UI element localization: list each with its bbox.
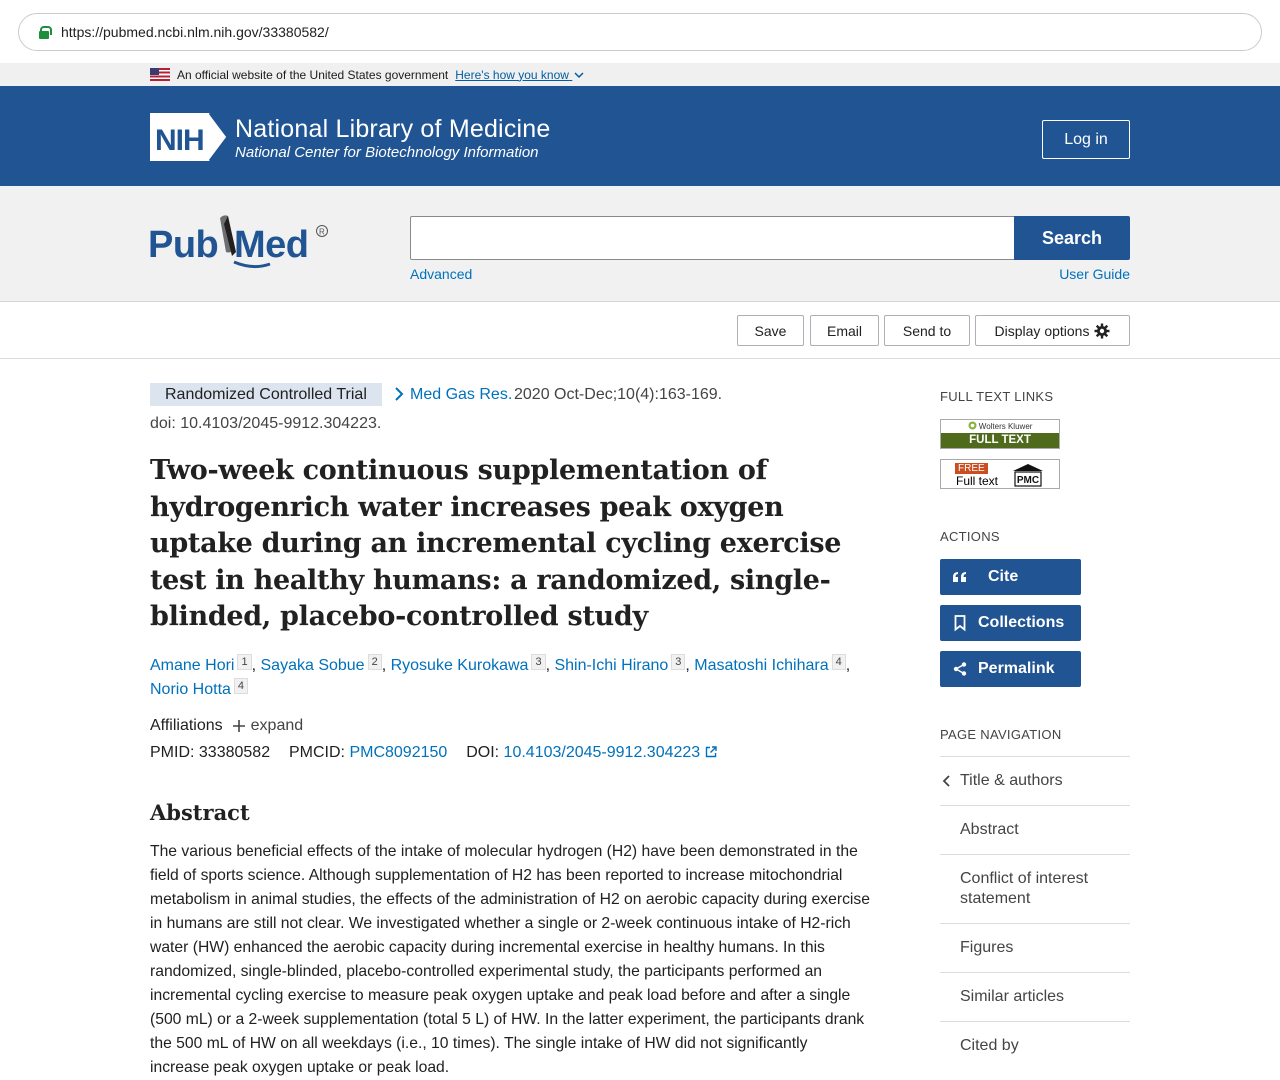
lock-icon	[39, 26, 49, 39]
user-guide-link[interactable]: User Guide	[1059, 266, 1130, 282]
search-section	[0, 186, 1280, 302]
affiliation-number[interactable]: 3	[531, 654, 545, 670]
quote-icon	[952, 569, 968, 585]
display-options-label: Display options	[994, 322, 1090, 339]
plus-icon	[233, 720, 245, 732]
nlm-title[interactable]: National Library of Medicine	[235, 115, 551, 143]
affiliation-number[interactable]: 4	[234, 678, 248, 694]
author-link[interactable]: Sayaka Sobue	[260, 657, 365, 674]
svg-text:PMC: PMC	[1016, 475, 1040, 486]
doi-link[interactable]: 10.4103/2045-9912.304223	[503, 744, 701, 761]
article-toolbar	[0, 303, 1280, 359]
gear-icon	[1094, 323, 1110, 339]
affiliations-label: Affiliations	[150, 717, 223, 734]
nav-figures[interactable]: Figures	[940, 923, 1130, 972]
wolters-kluwer-full-text-link[interactable]	[940, 419, 1060, 449]
authors-list: Amane Hori $^1$ , Sayaka Sobue $^2$ , Ryosuke Kurokawa $^3$ , Shin-Ichi Hirano $^3$ , Masatoshi Ichihara $^4$ , Norio Hotta $^4$	[150, 656, 851, 698]
permalink-label: Permalink	[978, 660, 1055, 677]
cite-button[interactable]	[940, 559, 1081, 595]
svg-text:Med: Med	[234, 224, 309, 266]
search-input[interactable]	[410, 216, 1015, 260]
email-button[interactable]: Email	[810, 315, 879, 346]
chevron-left-icon	[942, 775, 950, 787]
wk-logo-text: Wolters Kluwer	[941, 420, 1059, 433]
collections-button[interactable]	[940, 605, 1081, 641]
search-button[interactable]: Search	[1014, 216, 1130, 260]
expand-label: expand	[250, 717, 304, 734]
us-flag-icon	[150, 68, 170, 81]
wk-logo-icon	[968, 421, 977, 430]
nih-header	[0, 86, 1280, 186]
journal-link[interactable]: Med Gas Res.	[410, 386, 513, 403]
article-title: Two-week continuous supplementation of hydrogenrich water increases peak oxygen uptake during an incremental cycling exercise test in healthy humans: a randomized, single-blinded, placebo-controlled study	[150, 455, 842, 633]
author-link[interactable]: Norio Hotta	[150, 681, 231, 698]
pmcid-label: PMCID:	[289, 744, 345, 761]
free-badge: FREE	[955, 463, 988, 474]
actions-heading: ACTIONS	[940, 529, 1000, 544]
nav-conflict-of-interest[interactable]: Conflict of interest statement	[940, 854, 1130, 923]
full-text-label: Full text	[956, 474, 999, 488]
author-link[interactable]: Ryosuke Kurokawa	[390, 657, 529, 674]
collections-label: Collections	[978, 614, 1065, 631]
login-button[interactable]: Log in	[1042, 120, 1130, 159]
pmcid-link[interactable]: PMC8092150	[349, 744, 448, 761]
pmid-label: PMID:	[150, 744, 195, 761]
author-link[interactable]: Amane Hori	[150, 657, 235, 674]
affiliation-number[interactable]: 3	[671, 654, 685, 670]
nih-logo[interactable]	[150, 113, 228, 161]
expand-affiliations-button[interactable]	[233, 717, 304, 735]
svg-text:R: R	[319, 227, 325, 237]
citation-date: 2020 Oct-Dec;10(4):163-169.	[514, 386, 723, 403]
ncbi-subtitle: National Center for Biotechnology Information	[235, 144, 539, 161]
chevron-down-icon	[574, 72, 584, 79]
chevron-right-icon	[394, 387, 404, 401]
affiliations-row	[150, 717, 303, 735]
bookmark-icon	[952, 615, 968, 631]
external-link-icon	[705, 746, 717, 758]
nav-abstract[interactable]: Abstract	[940, 805, 1130, 854]
identifiers-row	[150, 744, 717, 762]
display-options-button[interactable]	[975, 315, 1130, 346]
abstract-text: The various beneficial effects of the intake of molecular hydrogen (H2) have been demonstrated in the field of sports science. Although supplementation of H2 has been reported to increase mitochondrial metabolism in animal studies, the effects of the administration of H2 on aerobic capacity during exercise in humans are still not clear. We investigated whether a single or 2-week continuous intake of H2-rich water (HW) enhanced the aerobic capacity during incremental exercise in healthy humans. In this randomized, single-blinded, placebo-controlled experimental study, the participants performed an incremental cycling exercise to measure peak oxygen uptake and peak load before and after a single (500 mL) or a 2-week supplementation (total 5 L) of HW. In the latter experiment, the participants drank the 500 mL of HW on all weekdays (i.e., 10 times). The single intake of HW did not significantly increase peak oxygen uptake or peak load.	[150, 843, 870, 1076]
nav-cited-by[interactable]: Cited by	[940, 1021, 1130, 1070]
doi-line: doi: 10.4103/2045-9912.304223.	[150, 415, 382, 432]
nav-similar-articles[interactable]: Similar articles	[940, 972, 1130, 1021]
pmid-value: 33380582	[198, 744, 271, 761]
nav-title-authors[interactable]: Title & authors	[940, 756, 1130, 805]
affiliation-number[interactable]: 4	[832, 654, 846, 670]
browser-chrome	[0, 0, 1280, 63]
permalink-button[interactable]	[940, 651, 1081, 687]
share-icon	[952, 661, 968, 677]
wk-full-text-label: FULL TEXT	[941, 433, 1059, 448]
author-link[interactable]: Shin-Ichi Hirano	[554, 657, 669, 674]
address-bar[interactable]	[18, 13, 1262, 51]
send-to-button[interactable]: Send to	[884, 315, 970, 346]
url-text[interactable]: https://pubmed.ncbi.nlm.nih.gov/33380582/	[61, 24, 329, 40]
svg-text:NIH: NIH	[155, 124, 204, 157]
author-link[interactable]: Masatoshi Ichihara	[694, 657, 829, 674]
gov-banner	[0, 63, 1280, 86]
official-website-text: An official website of the United States government	[177, 67, 449, 82]
svg-text:Pub: Pub	[148, 224, 219, 266]
abstract-heading: Abstract	[150, 800, 250, 825]
advanced-search-link[interactable]: Advanced	[410, 266, 473, 282]
affiliation-number[interactable]: 1	[237, 654, 251, 670]
pmc-logo	[1011, 462, 1045, 488]
affiliation-number[interactable]: 2	[368, 654, 382, 670]
cite-label: Cite	[988, 568, 1019, 585]
save-button[interactable]: Save	[737, 315, 804, 346]
page-navigation-heading: PAGE NAVIGATION	[940, 727, 1062, 742]
page-navigation-list	[940, 756, 1130, 1070]
how-you-know-link[interactable]: Here's how you know	[455, 68, 584, 82]
doi-label: DOI:	[466, 744, 500, 761]
full-text-links-heading: FULL TEXT LINKS	[940, 389, 1054, 404]
publication-type-badge[interactable]: Randomized Controlled Trial	[150, 383, 382, 406]
pmc-free-full-text-link[interactable]	[940, 459, 1060, 489]
pubmed-logo[interactable]	[148, 210, 333, 272]
